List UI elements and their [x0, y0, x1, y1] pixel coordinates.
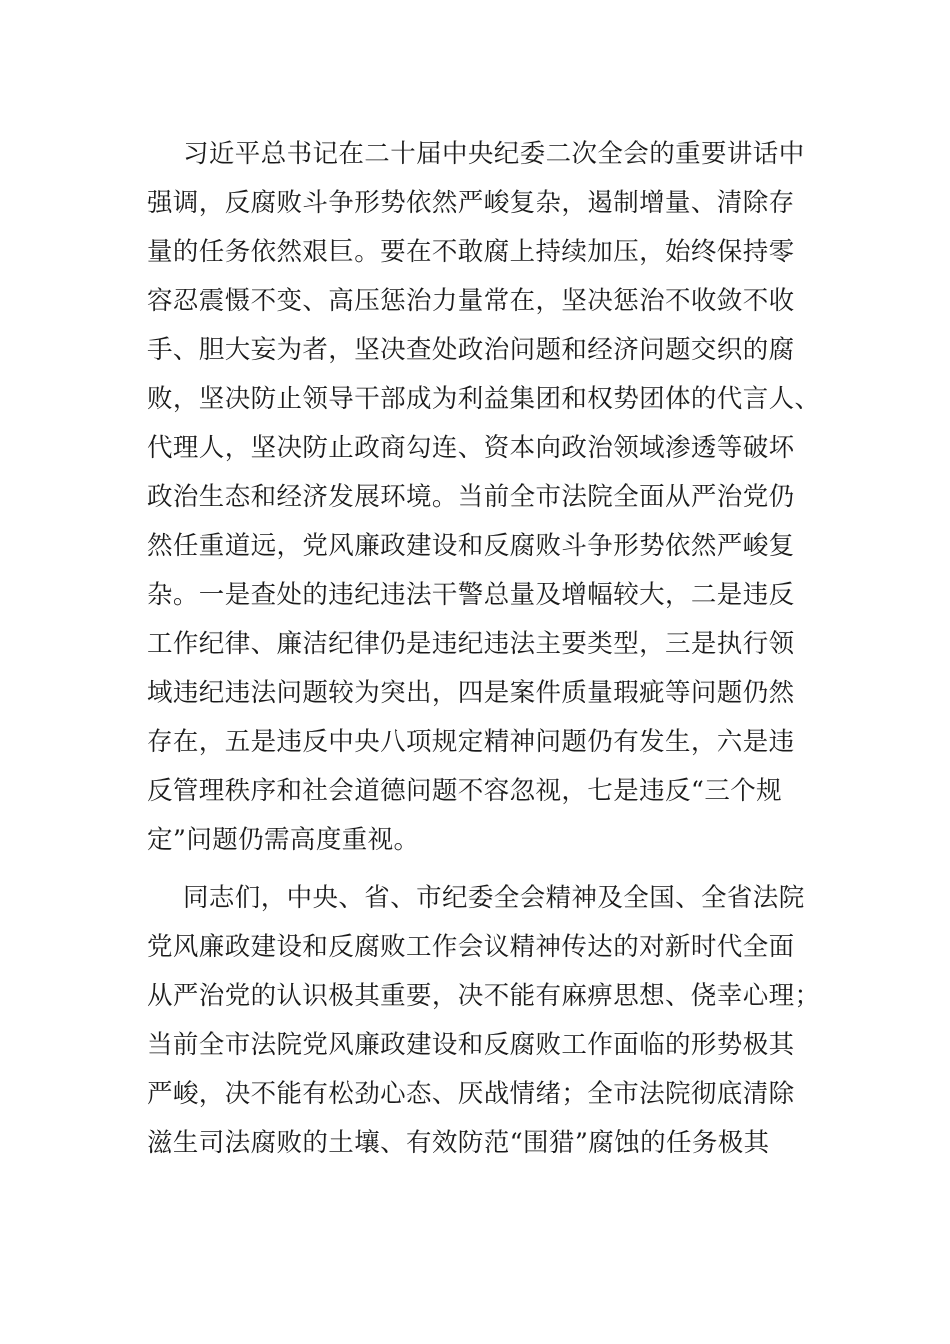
text-line: 容忍震慑不变、高压惩治力量常在，坚决惩治不收敛不收 [147, 286, 795, 316]
text-line: 域违纪违法问题较为突出，四是案件质量瑕疵等问题仍然 [147, 678, 795, 708]
text-line: 从严治党的认识极其重要，决不能有麻痹思想、侥幸心理； [147, 981, 821, 1011]
text-line: 政治生态和经济发展环境。当前全市法院全面从严治党仍 [147, 482, 795, 512]
text-line: 量的任务依然艰巨。要在不敢腐上持续加压，始终保持零 [147, 237, 795, 267]
document-body [147, 130, 821, 1168]
text-line: 同志们，中央、省、市纪委全会精神及全国、全省法院 [183, 883, 805, 913]
text-line: 败，坚决防止领导干部成为利益集团和权势团体的代言人、 [147, 384, 821, 414]
text-line: 党风廉政建设和反腐败工作会议精神传达的对新时代全面 [147, 932, 795, 962]
paragraph-1 [147, 130, 821, 865]
text-line: 滋生司法腐败的土壤、有效防范“围猎”腐蚀的任务极其 [147, 1128, 770, 1158]
text-line: 习近平总书记在二十届中央纪委二次全会的重要讲话中 [183, 139, 805, 169]
text-line: 然任重道远，党风廉政建设和反腐败斗争形势依然严峻复 [147, 531, 795, 561]
paragraph-2 [147, 874, 821, 1168]
text-line: 严峻，决不能有松劲心态、厌战情绪；全市法院彻底清除 [147, 1079, 795, 1109]
text-line: 杂。一是查处的违纪违法干警总量及增幅较大，二是违反 [147, 580, 795, 610]
text-line: 强调，反腐败斗争形势依然严峻复杂，遏制增量、清除存 [147, 188, 795, 218]
text-line: 反管理秩序和社会道德问题不容忽视，七是违反“三个规 [147, 776, 783, 806]
text-line: 存在，五是违反中央八项规定精神问题仍有发生，六是违 [147, 727, 795, 757]
text-line: 手、胆大妄为者，坚决查处政治问题和经济问题交织的腐 [147, 335, 795, 365]
text-line: 定”问题仍需高度重视。 [147, 825, 420, 855]
text-line: 当前全市法院党风廉政建设和反腐败工作面临的形势极其 [147, 1030, 795, 1060]
text-line: 工作纪律、廉洁纪律仍是违纪违法主要类型，三是执行领 [147, 629, 795, 659]
text-line: 代理人，坚决防止政商勾连、资本向政治领域渗透等破坏 [147, 433, 795, 463]
